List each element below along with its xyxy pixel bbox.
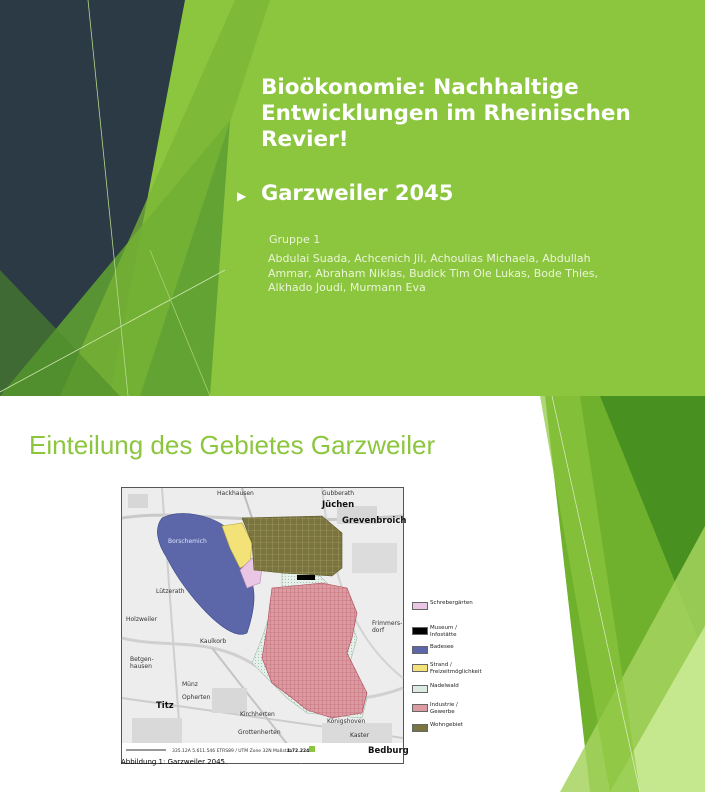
authors-list: Abdulai Suada, Achcenich Jil, Achoulias Michaela, Abdullah Ammar, Abraham Niklas, Budick Tim Ole Lukas, Bode Thies, Alkhado Joudi, Murmann Eva [268,252,598,294]
map-label-titz: Titz [156,701,174,711]
presentation-title: Bioökonomie: Nachhaltige Entwicklungen im Rheinischen Revier! [261,75,631,152]
map-label-borschemich: Borschemich [168,538,207,545]
map-label-konigshoven: Königshoven [327,718,366,725]
group-label: Gruppe 1 [269,233,321,246]
map-label-kaulkorb: Kaulkorb [200,638,227,645]
triangle-right-icon: ▶ [237,189,247,203]
slide-title: Einteilung des Gebietes Garzweiler [29,430,436,460]
map-label-kaster: Kaster [350,732,370,739]
map-scale-text: 335.12A 5.611.546 ETRS89 / UTM Zone 32N Maßstab [172,749,293,754]
map-label-grottenherten: Grottenherten [238,729,281,736]
map-label-betgenhausen: Betgen- hausen [130,656,154,670]
map-slide [0,396,705,792]
legend-swatch [412,704,428,712]
presentation-subtitle: Garzweiler 2045 [261,181,454,205]
legend-swatch [412,724,428,732]
legend-label: Strand / Freizeitmöglichkeit [430,662,482,675]
map-label-bedburg: Bedburg [368,746,409,756]
legend-swatch [412,646,428,654]
map-label-opherten: Opherten [182,694,211,701]
figure-caption: Abbildung 1: Garzweiler 2045. [121,758,228,766]
legend-swatch [412,627,428,635]
map-label-gubberath: Gubberath [322,490,355,497]
map-label-grevenbroich: Grevenbroich [342,516,407,526]
legend-label: Wohngebiet [430,722,463,728]
legend-label: Badesee [430,644,454,650]
map-scale-swatch [309,746,315,752]
map-label-juchen: Jüchen [322,500,355,510]
legend-swatch [412,602,428,610]
legend-swatch [412,685,428,693]
map-label-hackhausen: Hackhausen [217,490,254,497]
map-label-munz: Münz [182,681,198,688]
legend-label: Museum / Infostätte [430,625,457,638]
legend-label: Schrebergärten [430,600,473,606]
map-label-frimmersdorf: Frimmers- dorf [372,620,403,634]
garzweiler-map [121,487,409,764]
legend-swatch [412,664,428,672]
legend-label: Nadelwald [430,683,459,689]
map-scale-value: 1:72.224 [287,749,310,754]
legend-label: Industrie / Gewerbe [430,702,458,715]
map-label-lutzerath: Lützerath [156,588,185,595]
map-label-holzweiler: Holzweiler [126,616,158,623]
map-label-kirchherten: Kirchherten [240,711,275,718]
